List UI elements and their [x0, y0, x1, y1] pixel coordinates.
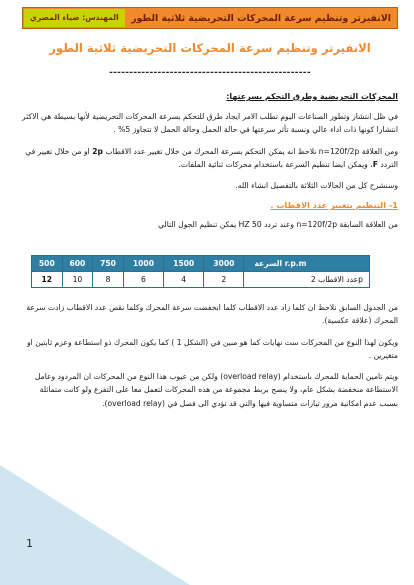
- section-heading-motors: المحركات التحريضية وطرق التحكم بسرعتها:: [226, 92, 398, 101]
- page-header: [22, 7, 398, 29]
- paragraph-intro: في ظل انتشار وتطور الصناعات اليوم تطلب الامر ايجاد طرق للتحكم بسرعة المحركات التحريضية لأنها بسيطة هي الاكثر انتشارا كونها ذات اداء عالي ونسبة تأثر سرعتها في حالة الحمل وحالة الحمل لا تتجاوز 5% .: [22, 112, 398, 135]
- page-number: 1: [26, 537, 33, 550]
- text-fragment: وعند تردد 50 HZ يمكن تنظيم الجول التالي: [158, 220, 295, 230]
- text-fragment: او من خلال تغيير في التردد: [25, 146, 398, 169]
- table-cell: 8: [93, 272, 124, 288]
- text-fragment: ومن العلاقة: [361, 146, 398, 156]
- poles-variable: 2p: [92, 146, 103, 156]
- paragraph-table-intro: [22, 218, 398, 231]
- paragraph-inverse-relation: من الجدول السابق نلاحظ ان كلما زاد عدد الاقطاب كلما انخفضت سرعة المحرك وكلما نقص عدد الاقطاب زادت سرعة المحرك (علاقة عكسية).: [26, 303, 398, 326]
- table-cell: 750: [93, 256, 124, 272]
- divider: --------------------------------------------------: [109, 68, 311, 78]
- table-row-speed: [32, 256, 370, 272]
- row-label-speed: السرعة r.p.m: [244, 256, 370, 272]
- formula: n=120f/2p: [318, 146, 360, 156]
- corner-decoration: [0, 465, 190, 585]
- document-title: الانفيرتر وتنظيم سرعة المحركات التحريضية ثلاثية الطور: [49, 41, 371, 55]
- text-fragment: من العلاقة السابقة: [339, 220, 398, 230]
- text-fragment: نلاحظ انه يمكن التحكم بسرعة المحرك من خلال تغيير عدد الاقطاب: [105, 146, 317, 156]
- table-cell: 4: [164, 272, 204, 288]
- table-cell: 1000: [123, 256, 163, 272]
- table-cell: 600: [62, 256, 93, 272]
- frequency-variable: F: [372, 159, 378, 169]
- paragraph-outline: وسنشرح كل من الحالات الثلاثة بالتفصيل انشاء الله.: [235, 181, 398, 191]
- paragraph-six-terminals: ويكون لهذا النوع من المحركات ست نهايات كما هو مبين في (الشكل 1 ) كما يكون المحرك ذو استطاعة وعزم ثابتين او متغيرين .: [27, 337, 398, 360]
- table-row-poles: [32, 272, 370, 288]
- section-heading-poles: 1- التنظيم بتغيير عدد الاقطاب .: [270, 200, 398, 211]
- header-title: الانفيرتر وتنظيم سرعة المحركات التحريضية ثلاثية الطور: [131, 12, 391, 24]
- table-cell: 10: [62, 272, 93, 288]
- table-cell: 1500: [164, 256, 204, 272]
- corner-triangle: [0, 465, 190, 585]
- table-cell: 6: [123, 272, 163, 288]
- section-analysis: [22, 301, 398, 418]
- header-author: المهندس: ضياء المصري: [24, 9, 125, 27]
- row-label-poles: عدد الاقطاب 2p: [244, 272, 370, 288]
- speed-poles-table: [31, 255, 370, 288]
- table-cell: 12: [32, 272, 63, 288]
- table-cell: 3000: [204, 256, 244, 272]
- paragraph-formula: [22, 145, 398, 172]
- table-cell: 500: [32, 256, 63, 272]
- section-intro: [22, 92, 398, 240]
- table-cell: 2: [204, 272, 244, 288]
- paragraph-protection: ويتم تامين الحماية للمحرك باستخدام (overload relay) ولكن من عيوب هذا النوع من المحركات ان المردود وعامل الاستطاعة منخفضة بشكل عام، ولا ينصح بربط مجموعة من هذه المحركات لتعمل معا على التفرع ولو كانت متماثلة بسبب عدم امكانية مرور تيارات متساوية فيها والتي قد تؤدي الى فصل في (overload relay).: [34, 372, 398, 408]
- text-fragment: ، ويمكن ايضا تنظيم السرعة باستخدام محركات ثنائية الملفات.: [178, 159, 373, 169]
- formula: n=120f/2p: [296, 220, 338, 230]
